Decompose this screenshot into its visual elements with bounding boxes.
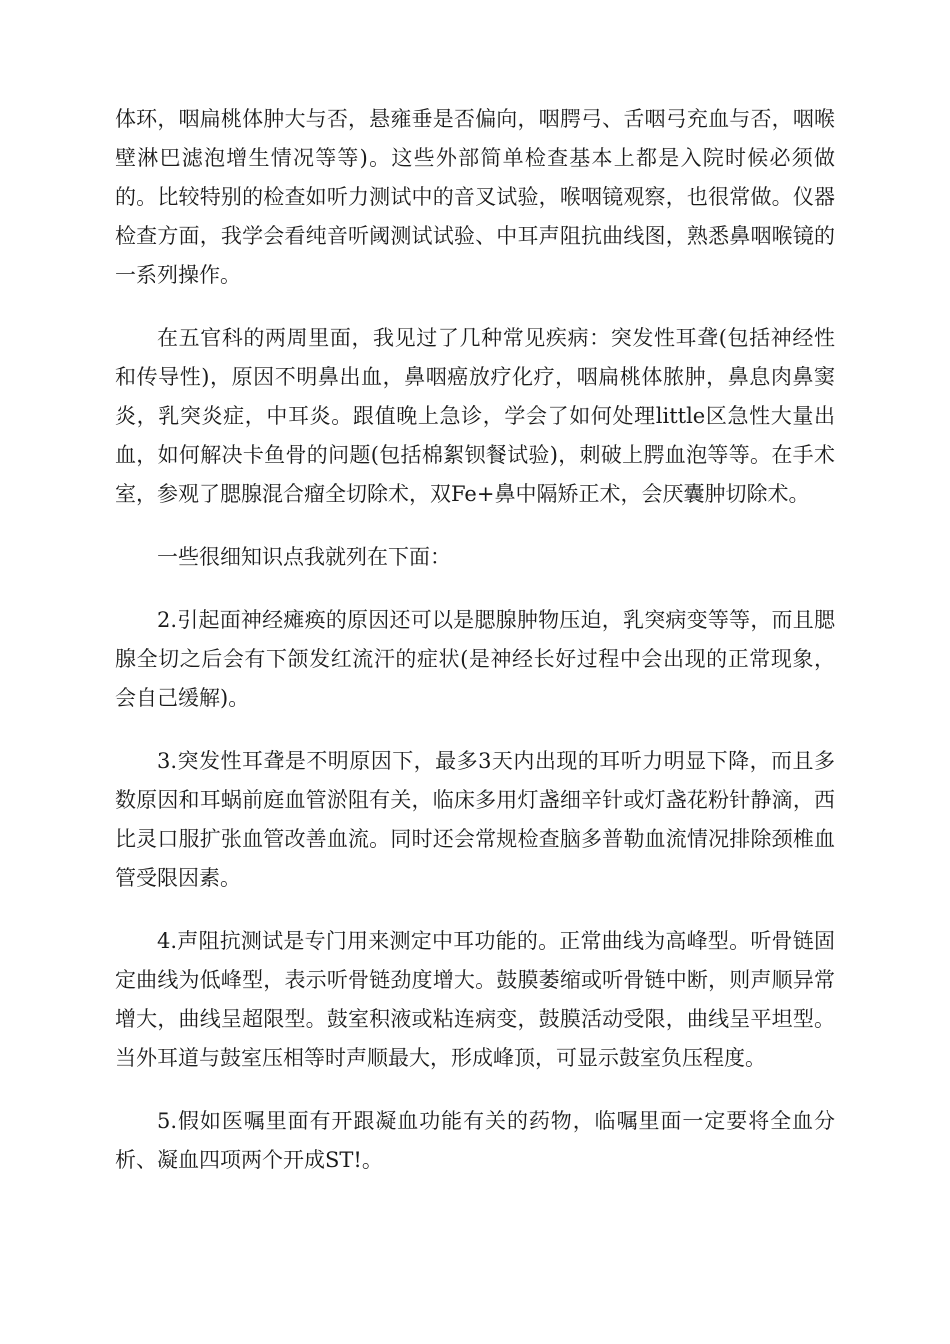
paragraph-common-diseases: 在五官科的两周里面，我见过了几种常见疾病：突发性耳聋(包括神经性和传导性)，原因不明鼻出血，鼻咽癌放疗化疗，咽扁桃体脓肿，鼻息肉鼻窦炎，乳突炎症，中耳炎。跟值晚上急诊，学会了如何处理little区急性大量出血，如何解决卡鱼骨的问题(包括棉絮钡餐试验)，刺破上腭血泡等等。在手术室，参观了腮腺混合瘤全切除术，双Fe+鼻中隔矫正术，会厌囊肿切除术。 bbox=[115, 326, 835, 506]
paragraph-point-5: 5.假如医嘱里面有开跟凝血功能有关的药物，临嘱里面一定要将全血分析、凝血四项两个开成ST!。 bbox=[115, 1109, 835, 1172]
paragraph-point-4: 4.声阻抗测试是专门用来测定中耳功能的。正常曲线为高峰型。听骨链固定曲线为低峰型，表示听骨链劲度增大。鼓膜萎缩或听骨链中断，则声顺异常增大，曲线呈超限型。鼓室积液或粘连病变，鼓膜活动受限，曲线呈平坦型。当外耳道与鼓室压相等时声顺最大，形成峰顶，可显示鼓室负压程度。 bbox=[115, 929, 835, 1070]
document-page bbox=[115, 100, 835, 1204]
paragraph-point-2: 2.引起面神经瘫痪的原因还可以是腮腺肿物压迫，乳突病变等等，而且腮腺全切之后会有下颌发红流汗的症状(是神经长好过程中会出现的正常现象，会自己缓解)。 bbox=[115, 608, 835, 710]
paragraph-point-3: 3.突发性耳聋是不明原因下，最多3天内出现的耳听力明显下降，而且多数原因和耳蜗前庭血管淤阻有关，临床多用灯盏细辛针或灯盏花粉针静滴，西比灵口服扩张血管改善血流。同时还会常规检查脑多普勒血流情况排除颈椎血管受限因素。 bbox=[115, 749, 835, 890]
paragraph-knowledge-intro: 一些很细知识点我就列在下面： bbox=[157, 545, 451, 569]
paragraph-exam-continuation: 体环，咽扁桃体肿大与否，悬雍垂是否偏向，咽腭弓、舌咽弓充血与否，咽喉壁淋巴滤泡增生情况等等)。这些外部简单检查基本上都是入院时候必须做的。比较特别的检查如听力测试中的音叉试验，喉咽镜观察，也很常做。仪器检查方面，我学会看纯音听阈测试试验、中耳声阻抗曲线图，熟悉鼻咽喉镜的一系列操作。 bbox=[115, 107, 835, 287]
